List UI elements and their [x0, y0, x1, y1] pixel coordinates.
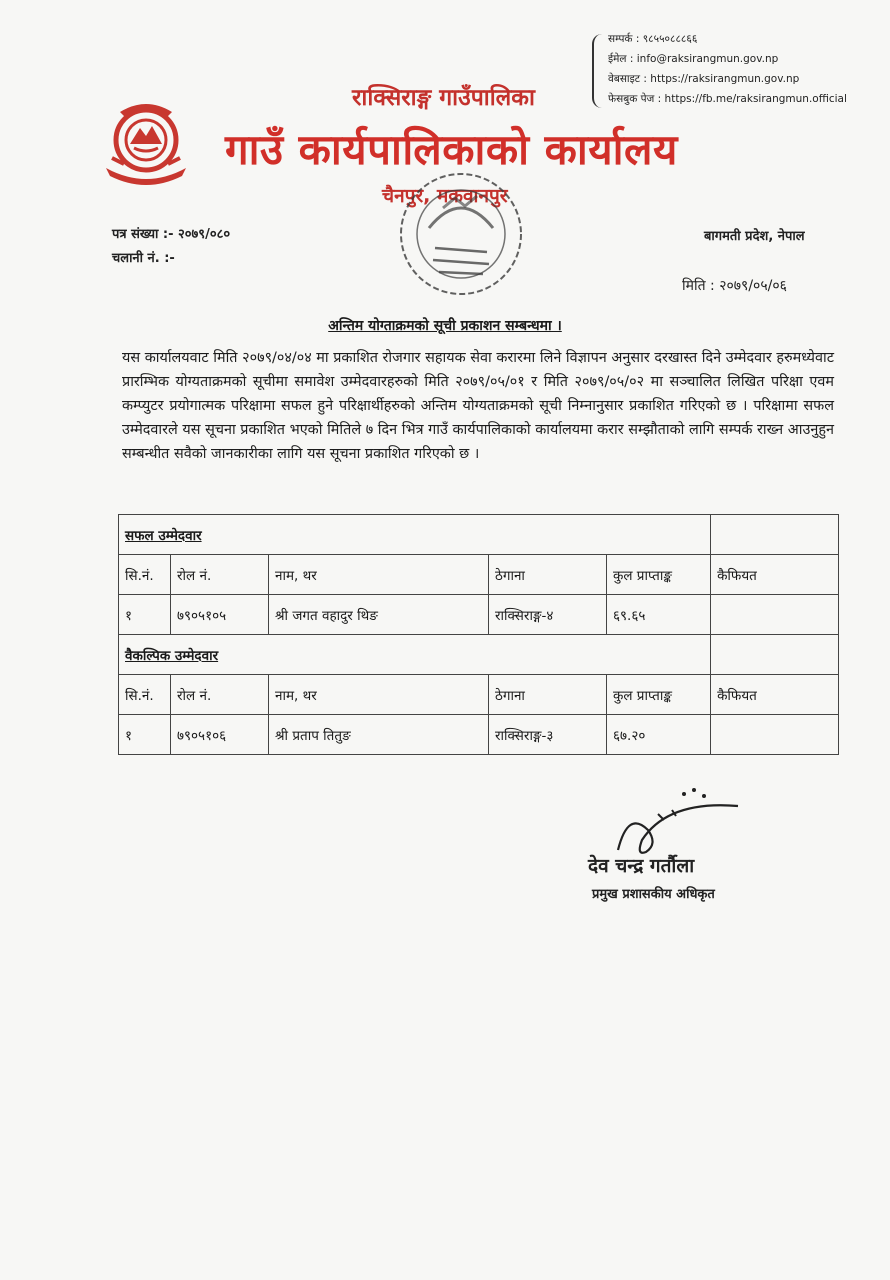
- header-row: [119, 555, 839, 595]
- results-table: [118, 514, 839, 755]
- contact-email: ईमेल : info@raksirangmun.gov.np: [608, 53, 779, 65]
- col-header-remarks: कैफियत: [711, 555, 839, 595]
- notice-date: मिति : २०७९/०५/०६: [682, 278, 787, 294]
- col-header-sn: सि.नं.: [119, 555, 171, 595]
- signatory-name: देव चन्द्र गर्तौला: [588, 855, 695, 877]
- col-header-roll: रोल नं.: [171, 555, 269, 595]
- contact-brace: [592, 34, 604, 108]
- nepal-government-emblem-icon: [100, 98, 192, 186]
- office-title: गाउँ कार्यपालिकाको कार्यालय: [225, 125, 678, 174]
- table-row: [119, 595, 839, 635]
- col-header-roll: रोल नं.: [171, 675, 269, 715]
- cell-address: राक्सिराङ्ग-३: [489, 715, 607, 755]
- empty-cell: [711, 635, 839, 675]
- col-header-address: ठेगाना: [489, 555, 607, 595]
- section-row-successful: [119, 515, 839, 555]
- province-label: बागमती प्रदेश, नेपाल: [704, 229, 805, 244]
- cell-remarks: [711, 595, 839, 635]
- col-header-marks: कुल प्राप्ताङ्क: [607, 555, 711, 595]
- col-header-marks: कुल प्राप्ताङ्क: [607, 675, 711, 715]
- section-title-alternate: वैकल्पिक उम्मेदवार: [119, 635, 711, 675]
- col-header-sn: सि.नं.: [119, 675, 171, 715]
- municipality-name: राक्सिराङ्ग गाउँपालिका: [352, 85, 535, 111]
- subject-line: अन्तिम योग्ताक्रमको सूची प्रकाशन सम्बन्धमा ।: [328, 318, 562, 334]
- empty-cell: [711, 515, 839, 555]
- signatory-title: प्रमुख प्रशासकीय अधिकृत: [592, 887, 715, 902]
- cell-name: श्री प्रताप तितुङ: [269, 715, 489, 755]
- header-row: [119, 675, 839, 715]
- section-row-alternate: [119, 635, 839, 675]
- office-location: चैनपुर, मकवानपुर: [382, 185, 508, 207]
- col-header-name: नाम, थर: [269, 675, 489, 715]
- table-row: [119, 715, 839, 755]
- cell-address: राक्सिराङ्ग-४: [489, 595, 607, 635]
- office-seal-stamp: [395, 168, 527, 300]
- dispatch-number: चलानी नं. :-: [112, 251, 175, 266]
- col-header-address: ठेगाना: [489, 675, 607, 715]
- col-header-remarks: कैफियत: [711, 675, 839, 715]
- contact-website: वेबसाइट : https://raksirangmun.gov.np: [608, 73, 800, 85]
- contact-phone: सम्पर्क : ९८५५०८८८६६: [608, 33, 698, 45]
- cell-marks: ६७.२०: [607, 715, 711, 755]
- cell-roll: ७९०५१०५: [171, 595, 269, 635]
- letter-number: पत्र संख्या :- २०७९/०८०: [112, 227, 231, 242]
- contact-facebook: फेसबुक पेज : https://fb.me/raksirangmun.official: [608, 93, 847, 105]
- cell-name: श्री जगत वहादुर थिङ: [269, 595, 489, 635]
- col-header-name: नाम, थर: [269, 555, 489, 595]
- cell-remarks: [711, 715, 839, 755]
- cell-sn: १: [119, 595, 171, 635]
- section-title-successful: सफल उम्मेदवार: [119, 515, 711, 555]
- notice-body: यस कार्यालयवाट मिति २०७९/०४/०४ मा प्रकाशित रोजगार सहायक सेवा करारमा लिने विज्ञापन अनुसार दरखास्त दिने उम्मेदवार हरुमध्येवाट प्रारम्भिक योग्यताक्रमको सूचीमा समावेश उम्मेदवारहरुको मिति २०७९/०५/०१ र मिति २०७९/०५/०२ मा सञ्चालित लिखित परिक्षा एवम कम्प्युटर प्रयोगात्मक परिक्षामा सफल हुने परिक्षार्थीहरुको अन्तिम योग्यताक्रमको सूची निम्नानुसार प्रकाशित गरिएको छ । परिक्षामा सफल उम्मेदवारले यस सूचना प्रकाशित भएको मितिले ७ दिन भित्र गाउँ कार्यपालिकाको कार्यालयमा करार सम्झौताको लागि सम्पर्क राख्न आउनुहुन सम्बन्धीत सवैको जानकारीका लागि यस सूचना प्रकाशित गरिएको छ ।: [122, 350, 834, 462]
- cell-marks: ६९.६५: [607, 595, 711, 635]
- cell-sn: १: [119, 715, 171, 755]
- cell-roll: ७९०५१०६: [171, 715, 269, 755]
